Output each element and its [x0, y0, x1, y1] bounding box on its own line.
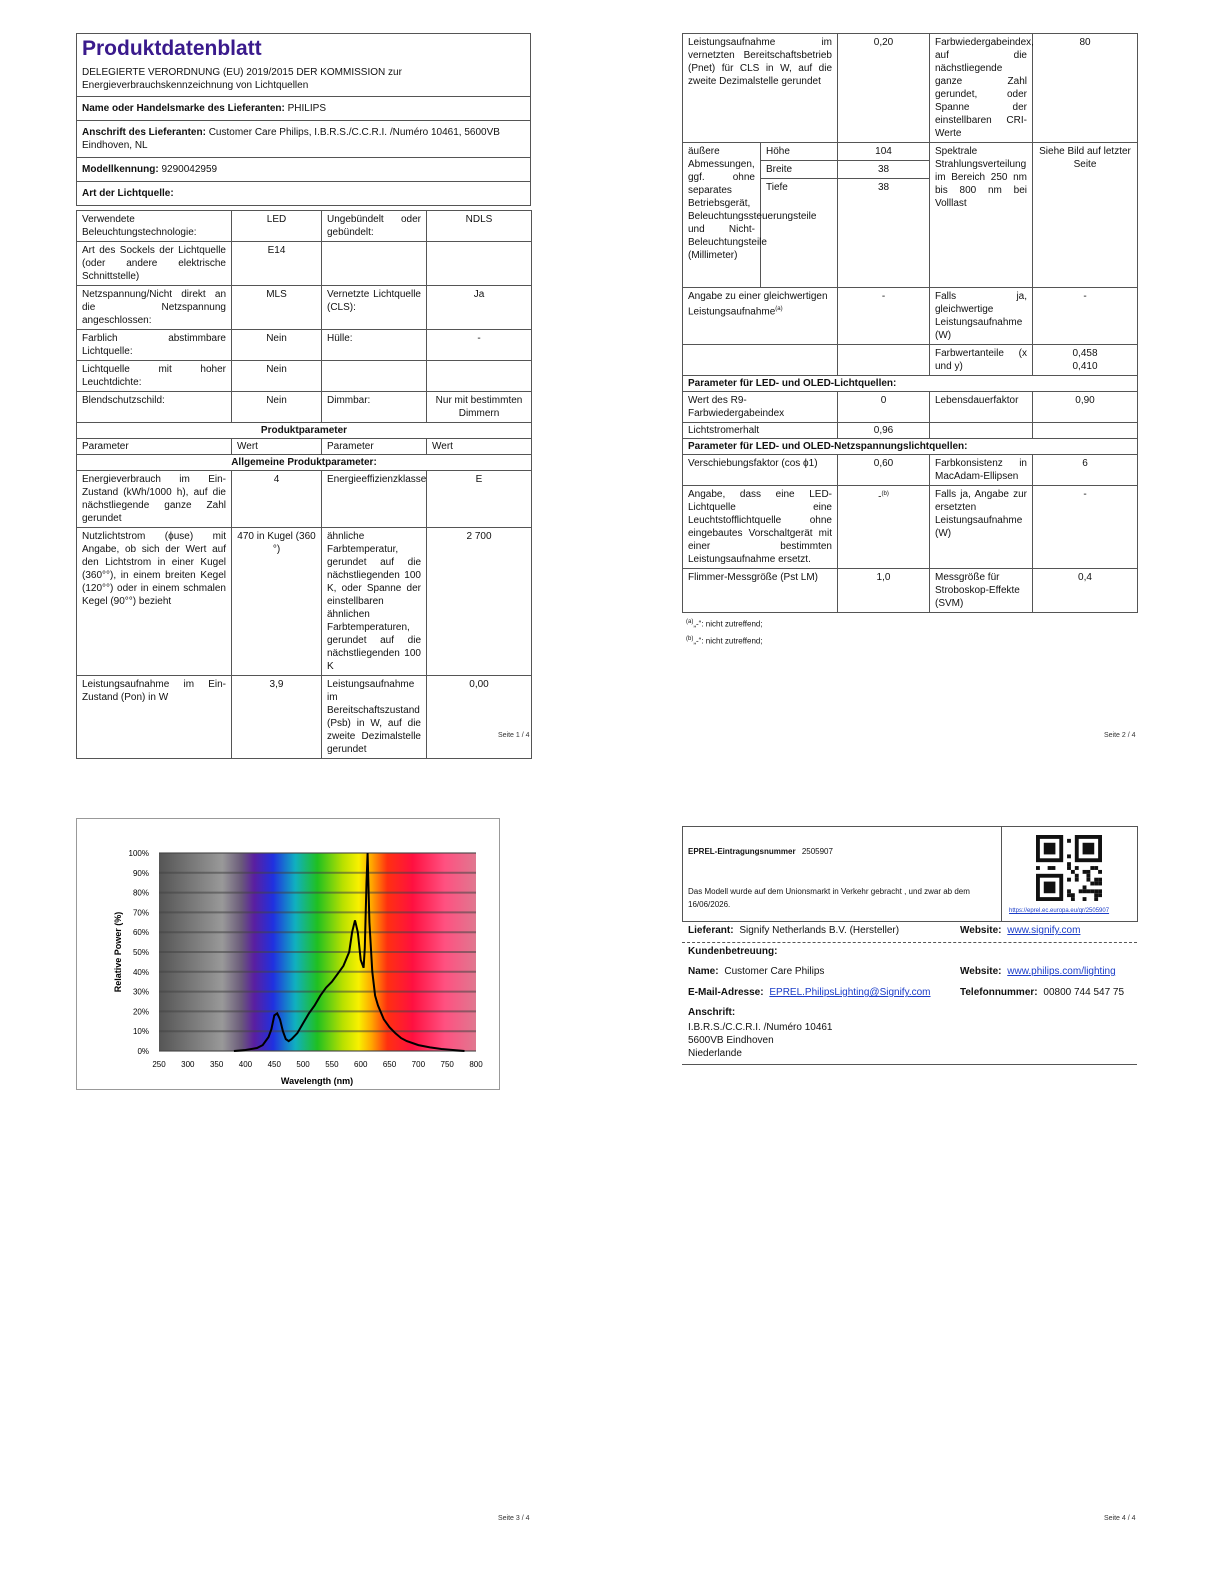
supplier-value: Signify Netherlands B.V. (Hersteller) [739, 925, 900, 936]
param-value: 0,60 [838, 455, 930, 486]
dimensions-label: äußere Abmessungen, ggf. ohne separates Betriebsgerät, Beleuchtungssteuerungsteile und Nicht-Beleuchtungsteile (Millimeter) [683, 143, 761, 288]
param-label: Leistungsaufnahme im Ein-Zustand (Pon) in W [77, 676, 232, 759]
table-row [77, 528, 532, 676]
param-value: E14 [232, 242, 322, 286]
y-tick-label: 80% [132, 888, 149, 898]
dimension-value: 38 [838, 161, 930, 179]
page-number: Seite 4 / 4 [1104, 1515, 1136, 1522]
general-params-heading: Allgemeine Produktparameter: [77, 455, 532, 471]
table-row [683, 569, 1138, 613]
table-row [77, 392, 532, 423]
supplier-website-label: Website: [960, 925, 1002, 936]
column-header: Wert [232, 439, 322, 455]
param-value: Ja [427, 286, 532, 330]
param-value: - [1033, 288, 1138, 345]
param-label: Spektrale Strahlungsverteilung im Bereich 250 nm bis 800 nm bei Volllast [930, 143, 1033, 288]
y-tick-label: 30% [132, 987, 149, 997]
y-tick-label: 60% [132, 928, 149, 938]
page-1 [76, 33, 531, 759]
table-row [77, 330, 532, 361]
page-number: Seite 2 / 4 [1104, 732, 1136, 739]
x-tick-label: 800 [469, 1060, 483, 1069]
x-axis-label: Wavelength (nm) [280, 1076, 354, 1086]
x-tick-label: 500 [296, 1060, 310, 1069]
param-value: Siehe Bild auf letzter Seite [1033, 143, 1138, 288]
param-label: Lichtquelle mit hoher Leuchtdichte: [77, 361, 232, 392]
page-3 [76, 818, 500, 1090]
footnote-a: „-“: nicht zutreffend; [693, 619, 763, 629]
param-value: Nein [232, 361, 322, 392]
x-tick-label: 650 [382, 1060, 397, 1069]
phone-value: 00800 744 547 75 [1043, 987, 1125, 998]
x-tick-label: 400 [238, 1060, 253, 1069]
x-tick-label: 700 [411, 1060, 426, 1069]
eprel-box [682, 826, 1138, 922]
y-tick-label: 0% [137, 1047, 149, 1056]
model-label: Modellkennung: [82, 164, 159, 175]
param-label: Flimmer-Messgröße (Pst LM) [683, 569, 838, 613]
param-label: Leistungsaufnahme im vernetzten Bereitschaftsbetrieb (Pnet) für CLS in W, auf die zweite Dezimalstelle gerundet [683, 34, 838, 143]
x-tick-label: 250 [152, 1060, 166, 1069]
dimension-name: Tiefe [761, 179, 838, 288]
dimension-name: Höhe [761, 143, 838, 161]
param-label [322, 361, 427, 392]
address-block [688, 1021, 833, 1060]
table-row [683, 143, 1138, 161]
footnotes [682, 615, 1137, 648]
param-value: 0,00 [427, 676, 532, 759]
page1-header-table [76, 33, 531, 206]
x-tick-label: 550 [325, 1060, 339, 1069]
param-value: 6 [1033, 455, 1138, 486]
param-label: Messgröße für Stroboskop-Effekte (SVM) [930, 569, 1033, 613]
param-value: MLS [232, 286, 322, 330]
support-website-label: Website: [960, 966, 1002, 977]
param-label: Blendschutzschild: [77, 392, 232, 423]
param-value: LED [232, 211, 322, 242]
param-label: Energieeffizienzklasse [322, 471, 427, 528]
x-tick-label: 450 [267, 1060, 281, 1069]
regulation-text: DELEGIERTE VERORDNUNG (EU) 2019/2015 DER KOMMISSION zur Energieverbrauchskennzeichnung von Lichtquellen [82, 67, 402, 91]
x-tick-label: 600 [354, 1060, 368, 1069]
page-number: Seite 3 / 4 [498, 1515, 530, 1522]
email-link[interactable]: EPREL.PhilipsLighting@Signify.com [769, 987, 931, 998]
dimension-name: Breite [761, 161, 838, 179]
column-header: Wert [427, 439, 532, 455]
param-value [427, 361, 532, 392]
param-value: - [427, 330, 532, 361]
market-text: Das Modell wurde auf dem Unionsmarkt in Verkehr gebracht , und zwar ab dem 16/06/2026. [688, 887, 970, 909]
address-line: 5600VB Eindhoven [688, 1035, 774, 1046]
support-website-link[interactable]: www.philips.com/lighting [1007, 966, 1116, 977]
param-value: - [838, 288, 930, 345]
eprel-label: EPREL-Eintragungsnummer [688, 847, 796, 856]
footnote-mark: (b) [881, 491, 889, 497]
param-label: Energieverbrauch im Ein-Zustand (kWh/1000 h), auf die nächstliegende ganze Zahl gerundet [77, 471, 232, 528]
column-header: Parameter [77, 439, 232, 455]
param-label: Verschiebungsfaktor (cos ϕ1) [683, 455, 838, 486]
table-row [683, 34, 1138, 143]
table-row [683, 345, 1138, 376]
param-value: 4 [232, 471, 322, 528]
table-row [77, 211, 532, 242]
y-tick-label: 70% [132, 908, 149, 918]
table-row [77, 286, 532, 330]
param-value: 2 700 [427, 528, 532, 676]
y-axis-ticks [129, 849, 149, 1056]
page-2 [682, 33, 1137, 648]
page-title: Produktdatenblatt [82, 37, 262, 60]
address-line: Niederlande [688, 1048, 742, 1059]
x-tick-label: 750 [440, 1060, 454, 1069]
column-header-row [77, 439, 532, 455]
param-label: Falls ja, gleichwertige Leistungsaufnahme (W) [930, 288, 1033, 345]
supplier-address: Customer Care Philips, I.B.R.S./C.C.R.I. /Numéro 10461, 5600VB Eindhoven, NL [82, 127, 500, 151]
page-number: Seite 1 / 4 [498, 732, 530, 739]
table-row [683, 486, 1138, 569]
phone-label: Telefonnummer: [960, 987, 1038, 998]
spectrum-chart [77, 819, 499, 1089]
param-label: Farblich abstimmbare Lichtquelle: [77, 330, 232, 361]
param-label: Verwendete Beleuchtungstechnologie: [77, 211, 232, 242]
model-id: 9290042959 [161, 164, 218, 175]
param-value: 470 in Kugel (360 °) [232, 528, 322, 676]
param-label: Wert des R9-Farbwiedergabeindex [683, 392, 838, 423]
table-row [683, 455, 1138, 486]
param-value: Nein [232, 330, 322, 361]
table-row [683, 288, 1138, 345]
param-label: Farbwiedergabeindex, auf die nächstliegende ganze Zahl gerundet, oder Spanne der einstellbaren CRI-Werte [930, 34, 1033, 143]
param-value: E [427, 471, 532, 528]
param-label [322, 242, 427, 286]
dimension-value: 38 [838, 179, 930, 288]
x-axis-ticks [152, 1060, 483, 1069]
supplier-name-label: Name oder Handelsmarke des Lieferanten: [82, 103, 285, 114]
y-tick-label: 100% [128, 849, 149, 858]
page-4-contacts [682, 920, 1137, 1065]
y-tick-label: 40% [132, 967, 149, 977]
param-value [1033, 423, 1138, 439]
footnote-mark: (a) [775, 306, 783, 312]
page2-params-table [682, 33, 1138, 613]
product-params-heading: Produktparameter [77, 423, 532, 439]
supplier-label: Lieferant: [688, 925, 734, 936]
chromaticity-y: 0,410 [1072, 361, 1098, 372]
param-label: Farbkonsistenz in MacAdam-Ellipsen [930, 455, 1033, 486]
param-label: Farbwertanteile (x und y) [930, 345, 1033, 376]
led-params-heading: Parameter für LED- und OLED-Lichtquellen: [683, 376, 1138, 392]
footnote-b: „-“: nicht zutreffend; [693, 636, 763, 646]
dimension-value: 104 [838, 143, 930, 161]
param-label: Leistungsaufnahme im Bereitschaftszustand (Psb) in W, auf die zweite Dezimalstelle gerundet [322, 676, 427, 759]
x-tick-label: 300 [181, 1060, 195, 1069]
name-label: Name: [688, 966, 719, 977]
param-value: 80 [1033, 34, 1138, 143]
y-axis-label: Relative Power (%) [113, 911, 123, 993]
table-row [683, 392, 1138, 423]
param-label: Art des Sockels der Lichtquelle (oder andere elektrische Schnittstelle) [77, 242, 232, 286]
page1-params-table [76, 210, 532, 759]
param-label: Angabe, dass eine LED-Lichtquelle eine Leuchtstofflichtquelle ohne eingebautes Vorschaltgerät mit einer bestimmten Leistungsaufnahme ersetzt. [683, 486, 838, 569]
param-label: Vernetzte Lichtquelle (CLS): [322, 286, 427, 330]
chromaticity-x: 0,458 [1072, 348, 1098, 359]
light-source-type-heading: Art der Lichtquelle: [77, 182, 531, 206]
mains-params-heading: Parameter für LED- und OLED-Netzspannungslichtquellen: [683, 439, 1138, 455]
param-value: Nur mit bestimmten Dimmern [427, 392, 532, 423]
param-value: 0,96 [838, 423, 930, 439]
eprel-number: 2505907 [801, 847, 833, 856]
x-tick-label: 350 [209, 1060, 224, 1069]
footnote-mark: (a) [686, 619, 694, 625]
column-header: Parameter [322, 439, 427, 455]
param-value: 0,20 [838, 34, 930, 143]
param-label: ähnliche Farbtemperatur, gerundet auf die nächstliegenden 100 K, oder Spanne der einstellbaren ähnlichen Farbtemperaturen, gerundet auf die nächstliegenden 100 K [322, 528, 427, 676]
param-label: Nutzlichtstrom (ϕuse) mit Angabe, ob sich der Wert auf den Lichtstrom in einer Kugel (360°°), in einem breiten Kegel (120°°) oder in einem schmalen Kegel (90°°) bezieht [77, 528, 232, 676]
y-tick-label: 50% [132, 948, 149, 957]
supplier-address-label: Anschrift des Lieferanten: [82, 127, 206, 138]
address-line: I.B.R.S./C.C.R.I. /Numéro 10461 [688, 1022, 833, 1033]
param-value [427, 242, 532, 286]
param-value: 3,9 [232, 676, 322, 759]
qr-code-icon [1035, 835, 1103, 901]
supplier-website-link[interactable]: www.signify.com [1007, 925, 1081, 936]
table-row [77, 471, 532, 528]
param-label [930, 423, 1033, 439]
address-label: Anschrift: [688, 1007, 736, 1018]
qr-link[interactable]: https://eprel.ec.europa.eu/qr/2505907 [1009, 908, 1110, 914]
support-heading: Kundenbetreuung: [688, 946, 778, 957]
param-label: Netzspannung/Nicht direkt an die Netzspannung angeschlossen: [77, 286, 232, 330]
param-value: NDLS [427, 211, 532, 242]
table-row [77, 242, 532, 286]
param-label: Lichtstromerhalt [683, 423, 838, 439]
param-value: - [1033, 486, 1138, 569]
param-label: Angabe zu einer gleichwertigen Leistungsaufnahme [688, 291, 828, 318]
table-row [77, 676, 532, 759]
param-label: Ungebündelt oder gebündelt: [322, 211, 427, 242]
name-value: Customer Care Philips [724, 966, 825, 977]
y-tick-label: 10% [132, 1027, 149, 1037]
supplier-name: PHILIPS [287, 103, 326, 114]
param-label: Lebensdauerfaktor [930, 392, 1033, 423]
param-label: Dimmbar: [322, 392, 427, 423]
email-label: E-Mail-Adresse: [688, 987, 764, 998]
param-value: 1,0 [838, 569, 930, 613]
y-tick-label: 20% [132, 1007, 149, 1017]
param-label: Hülle: [322, 330, 427, 361]
param-value: 0,90 [1033, 392, 1138, 423]
table-row [77, 361, 532, 392]
param-value: 0 [838, 392, 930, 423]
table-row [683, 423, 1138, 439]
y-tick-label: 90% [132, 868, 149, 878]
footnote-mark: (b) [686, 635, 694, 642]
param-label: Falls ja, Angabe zur ersetzten Leistungsaufnahme (W) [930, 486, 1033, 569]
param-value: - [878, 491, 882, 503]
param-value: 0,4 [1033, 569, 1138, 613]
param-value: Nein [232, 392, 322, 423]
